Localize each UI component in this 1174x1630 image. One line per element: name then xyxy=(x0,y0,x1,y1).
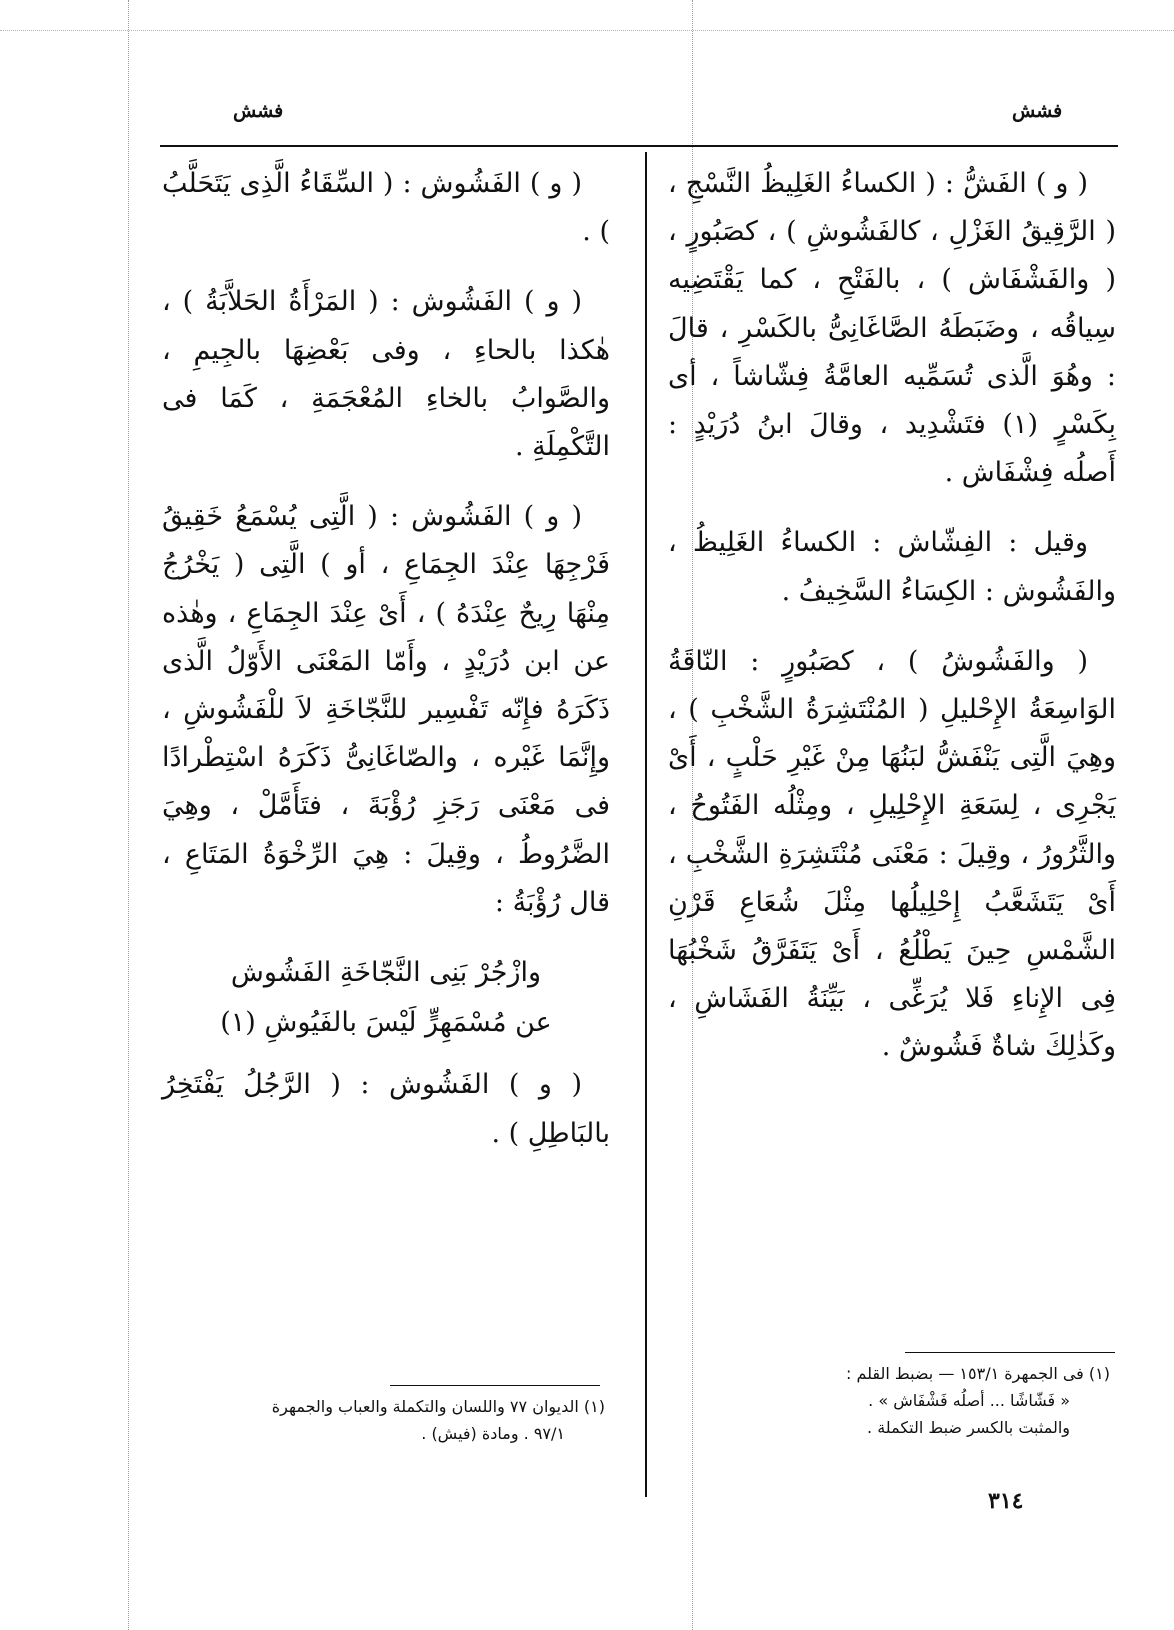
header-word-left: فشش xyxy=(233,100,284,122)
entry-paragraph: ( و ) الفَشُوش : ( الَّتِى يُسْمَعُ خَقِيقُ فَرْجِهَا عِنْدَ الجِمَاعِ ، أو ) الَّتِى ( يَخْرُجُ مِنْهَا رِيحٌ عِنْدَهُ ) ، أَىْ عِنْدَ الجِمَاعِ ، وهٰذه عن ابن دُرَيْدٍ ، وأَمّا المَعْنَى الأَوّلُ الَّذى ذَكَرَهُ فإِنّه تَفْسِير للنَّجّاخَةِ لاَ للْفَشُوشِ ، وإِنَّمَا غَيْره ، والصّاغَانِىُّ ذَكَرَهُ اسْتِطْرادًا فى مَعْنَى رَجَزِ رُؤْبَةَ ، فتَأَمَّلْ ، وهِيَ الضَّرُوطُ ، وقِيلَ : هِيَ الرِّخْوَةُ المَتَاعِ ، قال رُؤْبَةُ : xyxy=(162,501,610,918)
footnote-line: والمثبت بالكسر ضبط التكملة . xyxy=(867,1418,1070,1437)
entry-paragraph: وقيل : الفِشّاش : الكساءُ الغَلِيظُ ، والفَشُوش : الكِسَاءُ السَّخِيفُ . xyxy=(668,527,1116,607)
entry-paragraph: ( والفَشُوشُ ) ، كصَبُورٍ : النّاقَةُ الوَاسِعَةُ الإِحْليلِ ( المُنْتَشِرَةُ الشَّخْبِ ) ، وهِيَ الَّتِى يَنْفَشُّ لبَنُهَا مِنْ غَيْرِ حَلْبٍ ، أَىْ يَجْرِى ، لِسَعَةِ الإِحْلِيلِ ، ومِثْلُه الفَتُوحُ ، والثَّرُورُ ، وقِيلَ : مَعْنَى مُنْتَشِرَةِ الشَّخْبِ ، أَىْ يَتَشَعَّبُ إِحْلِيلُها مِثْلَ شُعَاعِ قَرْنِ الشَّمْسِ حِينَ يَطْلُعُ ، أَىْ يَتَفَرَّقُ شَخْبُهَا فِى الإِناءِ فَلا يُرَغِّى ، بَيِّنَةُ الفَشَاشِ ، وكَذٰلِكَ شاةٌ فَشُوشٌ . xyxy=(668,645,1116,1063)
footnote-left xyxy=(165,1393,605,1447)
header-word-right: فشش xyxy=(1012,100,1063,122)
entry-paragraph: ( و ) الفَشُّ : ( الكساءُ الغَلِيظُ النَّسْجِ ، ( الرَّقِيقُ الغَزْلِ ، كالفَشُوشِ ) ، كصَبُورٍ ، ( والفَشْفَاش ) ، بالفَتْحِ ، كما يَقْتَضِيه سِياقُه ، وضَبَطَهُ الصَّاغَانِىُّ بالكَسْرِ ، قالَ : وهُوَ الَّذى تُسَمِّيه العامَّةُ فِشّاشاً ، أى بِكَسْرٍ (١) فتَشْدِيد ، وقالَ ابنُ دُرَيْدٍ : أَصلُه فِشْفَاش . xyxy=(668,168,1116,489)
footnote-line: (١) فى الجمهرة ١٥٣/١ — بضبط القلم : xyxy=(845,1364,1110,1383)
right-column xyxy=(668,160,1116,1094)
footnote-line: (١) الديوان ٧٧ واللسان والتكملة والعباب والجمهرة xyxy=(271,1397,605,1416)
footnote-rule-right xyxy=(905,1352,1115,1353)
scan-guide-line-top xyxy=(0,30,1174,31)
entry-paragraph: ( و ) الفَشُوش : ( الرَّجُلُ يَفْتَخِرُ بالبَاطِلِ ) . xyxy=(162,1069,610,1149)
entry-paragraph: ( و ) الفَشُوش : ( السِّقَاءُ الَّذِى يَتَحَلَّبُ ) . xyxy=(162,168,610,248)
verse-line: وازْجُرْ بَنِى النَّجّاخَةِ الفَشُوش xyxy=(230,957,542,989)
scan-guide-line-left xyxy=(128,0,129,1630)
footnote-line: ٩٧/١ . ومادة (فيش) . xyxy=(421,1424,565,1443)
entry-paragraph: ( و ) الفَشُوش : ( المَرْأَةُ الحَلاَّبَةُ ) ، هٰكذا بالحاءِ ، وفى بَعْضِهَا بالجِيمِ ، والصَّوابُ بالخاءِ المُعْجَمَةِ ، كَمَا فى التَّكْمِلَةِ . xyxy=(162,286,610,463)
verse-line: عن مُسْمَهِرٍّ لَيْسَ بالفَيُوشِ (١) xyxy=(220,1007,552,1039)
footnote-right xyxy=(680,1360,1110,1441)
footnote-line: « فَشّاشًا ... أصلُه فَشْفَاش » . xyxy=(868,1391,1070,1410)
footnote-rule-left xyxy=(390,1385,600,1386)
column-divider xyxy=(645,152,647,1497)
header-rule xyxy=(160,145,1118,147)
left-column xyxy=(162,160,610,1180)
page-number: ٣١٤ xyxy=(988,1488,1024,1514)
